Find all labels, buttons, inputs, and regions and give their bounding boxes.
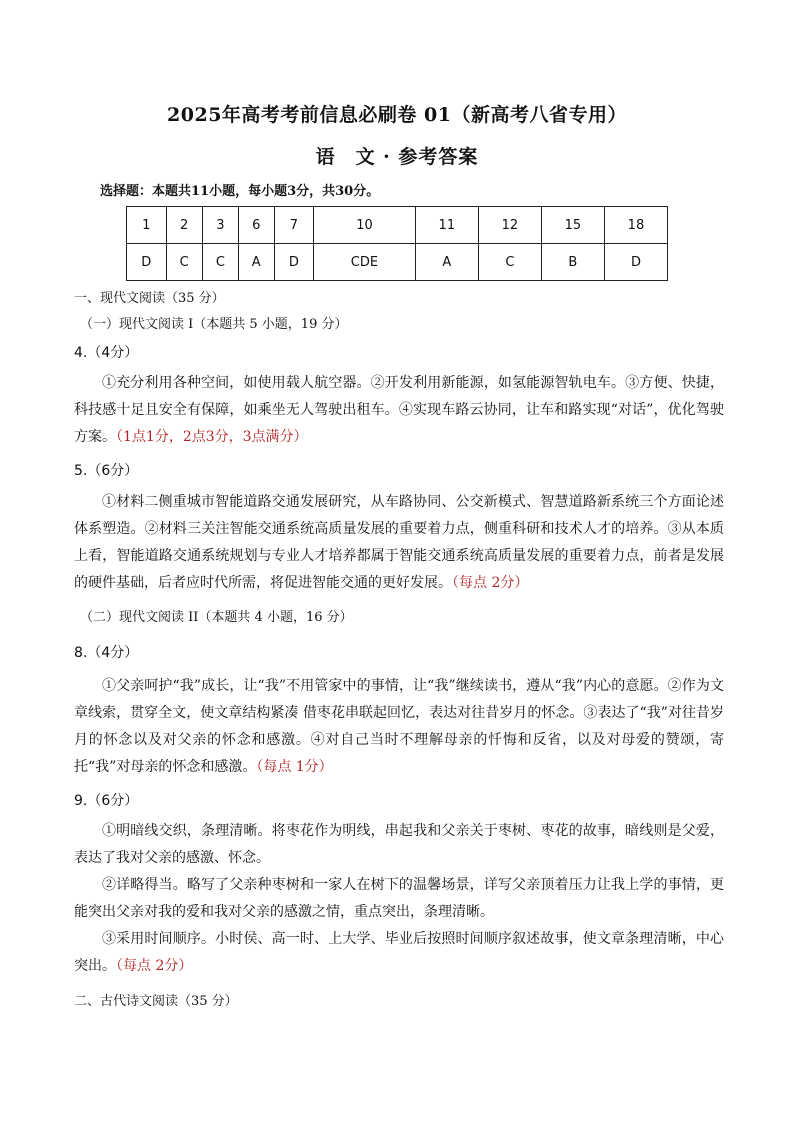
answer-table <box>126 206 668 281</box>
question-8-label: 8.（4分） <box>74 645 139 661</box>
question-9-label: 9.（6分） <box>74 793 139 809</box>
score-note: （每点 1分） <box>256 759 333 775</box>
answer-cell: C <box>166 244 202 281</box>
answer-cell: D <box>274 244 314 281</box>
question-number-cell: 2 <box>166 207 202 244</box>
answer-cell: B <box>541 244 604 281</box>
page-title: 2025年高考考前信息必刷卷 01（新高考八省专用） <box>167 104 627 126</box>
question-9-point-1: ①明暗线交织，条理清晰。将枣花作为明线，串起我和父亲关于枣树、枣花的故事，暗线则是父爱，表达了我对父亲的感激、怀念。 <box>74 823 724 866</box>
subsection-heading-reading-1: （一）现代文阅读 I（本题共 5 小题，19 分） <box>80 317 348 332</box>
page-subtitle: 语 文 · 参考答案 <box>315 146 479 168</box>
question-9-point-2: ②详略得当。略写了父亲种枣树和一家人在树下的温馨场景，详写父亲顶着压力让我上学的事情，更能突出父亲对我的爱和我对父亲的感激之情，重点突出，条理清晰。 <box>74 877 724 920</box>
question-8-answer <box>74 673 724 781</box>
section-heading-modern-reading: 一、现代文阅读（35 分） <box>74 291 225 306</box>
answer-text: ③采用时间顺序。小时侯、高一时、上大学、毕业后按照时间顺序叙述故事，使文章条理清晰，中心突出。 <box>74 931 724 974</box>
question-4-label: 4.（4分） <box>74 345 139 361</box>
score-note: （1点1分，2点3分，3点满分） <box>116 429 308 445</box>
answer-text: ①父亲呵护“我”成长，让“我”不用管家中的事情，让“我”继续读书，遵从“我”内心的意愿。②作为文章线索，贯穿全文，使文章结构紧凑 借枣花串联起回忆，表达对往昔岁月的怀念。③表达了“我”对往昔岁月的怀念以及对父亲的怀念和感激。④对自己当时不理解母亲的忏悔和反省，以及对母爱的赞颂，寄托“我”对母亲的怀念和感激。 <box>74 678 724 775</box>
answer-text: ①材料二侧重城市智能道路交通发展研究，从车路协同、公交新模式、智慧道路新系统三个方面论述体系塑造。②材料三关注智能交通系统高质量发展的重要着力点，侧重科研和技术人才的培养。③从本质上看，智能道路交通系统规划与专业人才培养都属于智能交通系统高质量发展的重要着力点，前者是发展的硬件基础，后者应时代所需，将促进智能交通的更好发展。 <box>74 494 724 591</box>
question-number-cell: 1 <box>127 207 167 244</box>
question-5-answer <box>74 489 724 597</box>
question-9-point-3 <box>74 926 724 980</box>
question-number-cell: 7 <box>274 207 314 244</box>
question-4-answer <box>74 370 724 451</box>
question-number-row <box>127 207 668 244</box>
answer-cell: D <box>127 244 167 281</box>
subsection-heading-reading-2: （二）现代文阅读 II（本题共 4 小题，16 分） <box>80 610 353 625</box>
question-number-cell: 6 <box>238 207 274 244</box>
question-number-cell: 11 <box>415 207 478 244</box>
answer-cell: C <box>478 244 541 281</box>
answer-cell: C <box>202 244 238 281</box>
question-number-cell: 18 <box>604 207 667 244</box>
score-note: （每点 2分） <box>116 958 193 974</box>
mc-intro: 选择题：本题共11小题，每小题3分，共30分。 <box>100 184 380 199</box>
answer-text: ①充分利用各种空间，如使用载人航空器。②开发利用新能源，如氢能源智轨电车。③方便、快捷，科技感十足且安全有保障，如乘坐无人驾驶出租车。④实现车路云协同，让车和路实现“对话”，优化驾驶方案。 <box>74 375 724 445</box>
answer-cell: D <box>604 244 667 281</box>
question-number-cell: 10 <box>314 207 416 244</box>
answer-cell: CDE <box>314 244 416 281</box>
answer-cell: A <box>415 244 478 281</box>
question-number-cell: 3 <box>202 207 238 244</box>
section-heading-classical-reading: 二、古代诗文阅读（35 分） <box>74 994 238 1009</box>
question-number-cell: 12 <box>478 207 541 244</box>
question-number-cell: 15 <box>541 207 604 244</box>
question-5-label: 5.（6分） <box>74 463 139 479</box>
answer-row <box>127 244 668 281</box>
score-note: （每点 2分） <box>452 575 529 591</box>
answer-cell: A <box>238 244 274 281</box>
